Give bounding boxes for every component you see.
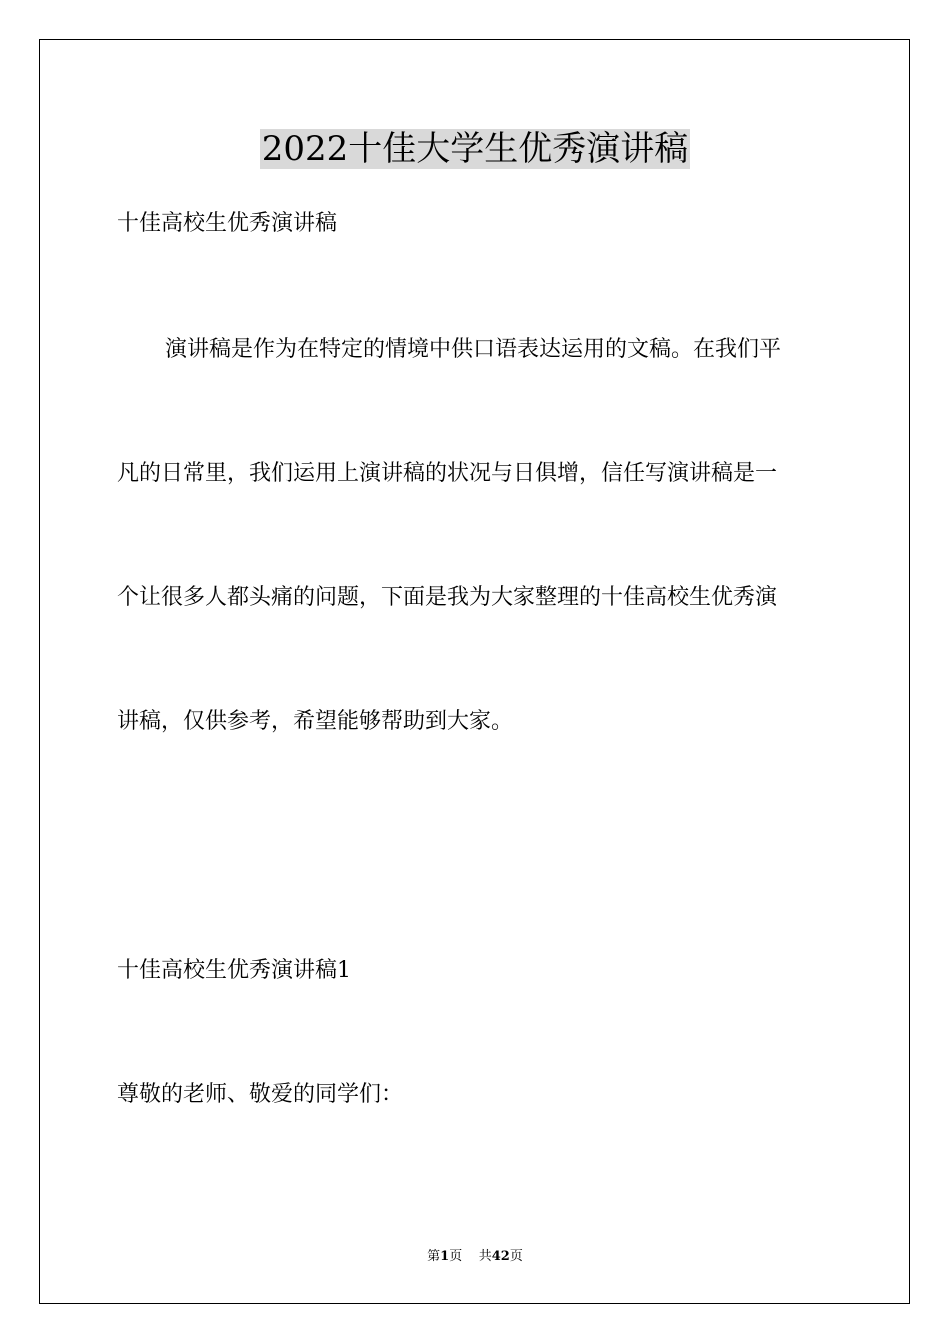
document-title-text: 2022十佳大学生优秀演讲稿 bbox=[261, 129, 689, 169]
footer-total-pages: 42 bbox=[491, 1249, 510, 1264]
page-footer bbox=[0, 1248, 950, 1266]
footer-total-suffix: 页 bbox=[509, 1249, 523, 1264]
salutation: 尊敬的老师、敬爱的同学们： bbox=[117, 1082, 404, 1107]
document-title bbox=[0, 126, 950, 172]
footer-page-suffix: 页 bbox=[449, 1249, 463, 1264]
footer-total-prefix: 共 bbox=[478, 1249, 492, 1264]
footer-page-number: 1 bbox=[440, 1249, 450, 1264]
intro-line-4: 讲稿，仅供参考，希望能够帮助到大家。 bbox=[117, 709, 514, 734]
footer-page-prefix: 第 bbox=[427, 1249, 441, 1264]
intro-line-1: 演讲稿是作为在特定的情境中供口语表达运用的文稿。在我们平 bbox=[165, 337, 782, 362]
section-heading: 十佳高校生优秀演讲稿1 bbox=[117, 958, 351, 983]
intro-line-3: 个让很多人都头痛的问题，下面是我为大家整理的十佳高校生优秀演 bbox=[117, 585, 778, 610]
document-subtitle: 十佳高校生优秀演讲稿 bbox=[117, 211, 338, 236]
intro-line-2: 凡的日常里，我们运用上演讲稿的状况与日俱增，信任写演讲稿是一 bbox=[117, 461, 778, 486]
